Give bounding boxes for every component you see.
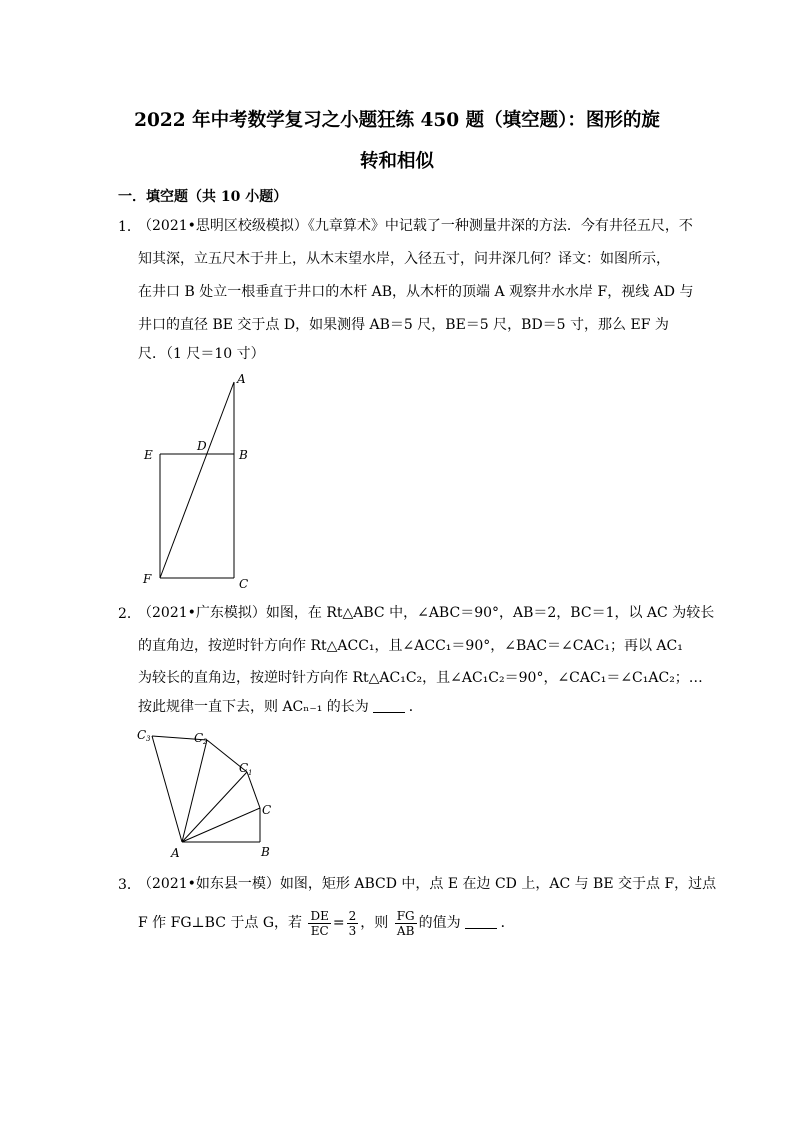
fraction-fg-ab [395, 909, 417, 938]
question-3-line-1: （2021•如东县一模）如图，矩形 ABCD 中，点 E 在边 CD 上，AC 与 BE 交于点 F，过点 [138, 876, 717, 892]
question-3-text-d: ． [500, 915, 515, 931]
line-AC3 [152, 736, 182, 842]
question-2-line-4 [138, 697, 423, 717]
question-1-line-4: 井口的直径 BE 交于点 D，如果测得 AB＝5 尺，BE＝5 尺，BD＝5 寸，那么 EF 为 [138, 317, 669, 333]
fraction-2-3-numerator: 2 [348, 908, 357, 923]
label-E: E [144, 448, 153, 462]
question-2-number: 2． [118, 606, 141, 622]
label-C3-sub: 3 [146, 735, 151, 743]
label-C3: C [137, 728, 147, 742]
label-A: A [237, 372, 246, 386]
fraction-2-3 [347, 909, 359, 938]
question-2-line-1: （2021•广东模拟）如图，在 Rt△ABC 中，∠ABC＝90°，AB＝2，BC＝1，以 AC 为较长 [138, 605, 715, 621]
label-A: A [171, 846, 180, 860]
question-3-line-2 [138, 906, 515, 940]
question-1-line-3: 在井口 B 处立一根垂直于井口的木杆 AB，从木杆的顶端 A 观察井水水岸 F，视线 AD 与 [138, 284, 694, 300]
line-AC1 [182, 772, 247, 842]
fraction-fg-ab-numerator: FG [396, 908, 415, 923]
question-1-line-5: 尺．（1 尺＝10 寸） [138, 346, 265, 362]
label-C1: C [239, 761, 249, 775]
equals-sign: = [332, 915, 345, 931]
section-heading: 一．填空题（共 10 小题） [118, 189, 288, 205]
fraction-fg-ab-denominator: AB [396, 923, 415, 938]
label-C: C [239, 577, 249, 591]
question-2-line-4-end: ． [408, 699, 423, 715]
question-3-text-b: ，则 [360, 915, 389, 931]
answer-blank-3[interactable] [465, 914, 497, 929]
fraction-de-ec-denominator: EC [310, 923, 329, 938]
label-C2: C [194, 731, 204, 745]
line-AC [182, 808, 260, 842]
label-C1-sub: 1 [248, 769, 253, 777]
document-title-line1: 2022 年中考数学复习之小题狂练 450 题（填空题）：图形的旋 [134, 110, 660, 131]
question-2-line-4-text: 按此规律一直下去，则 ACₙ₋₁ 的长为 [138, 699, 369, 715]
question-1-line-1: （2021•思明区校级模拟）《九章算术》中记载了一种测量井深的方法．今有井径五尺，不 [138, 218, 693, 234]
question-2-figure [130, 722, 290, 862]
label-C2-sub: 2 [203, 738, 208, 746]
question-2-line-3: 为较长的直角边，按逆时针方向作 Rt△AC₁C₂，且∠AC₁C₂＝90°，∠CAC₁＝∠C₁AC₂；… [138, 670, 703, 686]
line-AF [160, 382, 234, 578]
document-title-line2: 转和相似 [359, 151, 434, 172]
fraction-2-3-denominator: 3 [348, 923, 357, 938]
question-1-number: 1． [118, 219, 141, 235]
line-AC2 [182, 740, 207, 842]
fraction-de-ec [308, 909, 330, 938]
label-D: D [197, 439, 207, 453]
label-B: B [261, 845, 270, 859]
label-C: C [262, 803, 272, 817]
answer-blank-2[interactable] [373, 698, 405, 713]
question-3-text-a: F 作 FG⊥BC 于点 G，若 [138, 915, 303, 931]
label-F: F [143, 572, 152, 586]
line-CC1 [247, 772, 260, 808]
question-3-number: 3． [118, 877, 141, 893]
question-3-text-c: 的值为 [418, 915, 461, 931]
question-2-line-2: 的直角边，按逆时针方向作 Rt△ACC₁，且∠ACC₁＝90°，∠BAC＝∠CAC₁；再以 AC₁ [138, 638, 683, 654]
fraction-de-ec-numerator: DE [310, 908, 329, 923]
question-1-line-2: 知其深，立五尺木于井上，从木末望水岸，入径五寸，问井深几何？译文：如图所示， [138, 251, 670, 267]
label-B: B [239, 448, 248, 462]
question-1-figure [130, 370, 270, 592]
